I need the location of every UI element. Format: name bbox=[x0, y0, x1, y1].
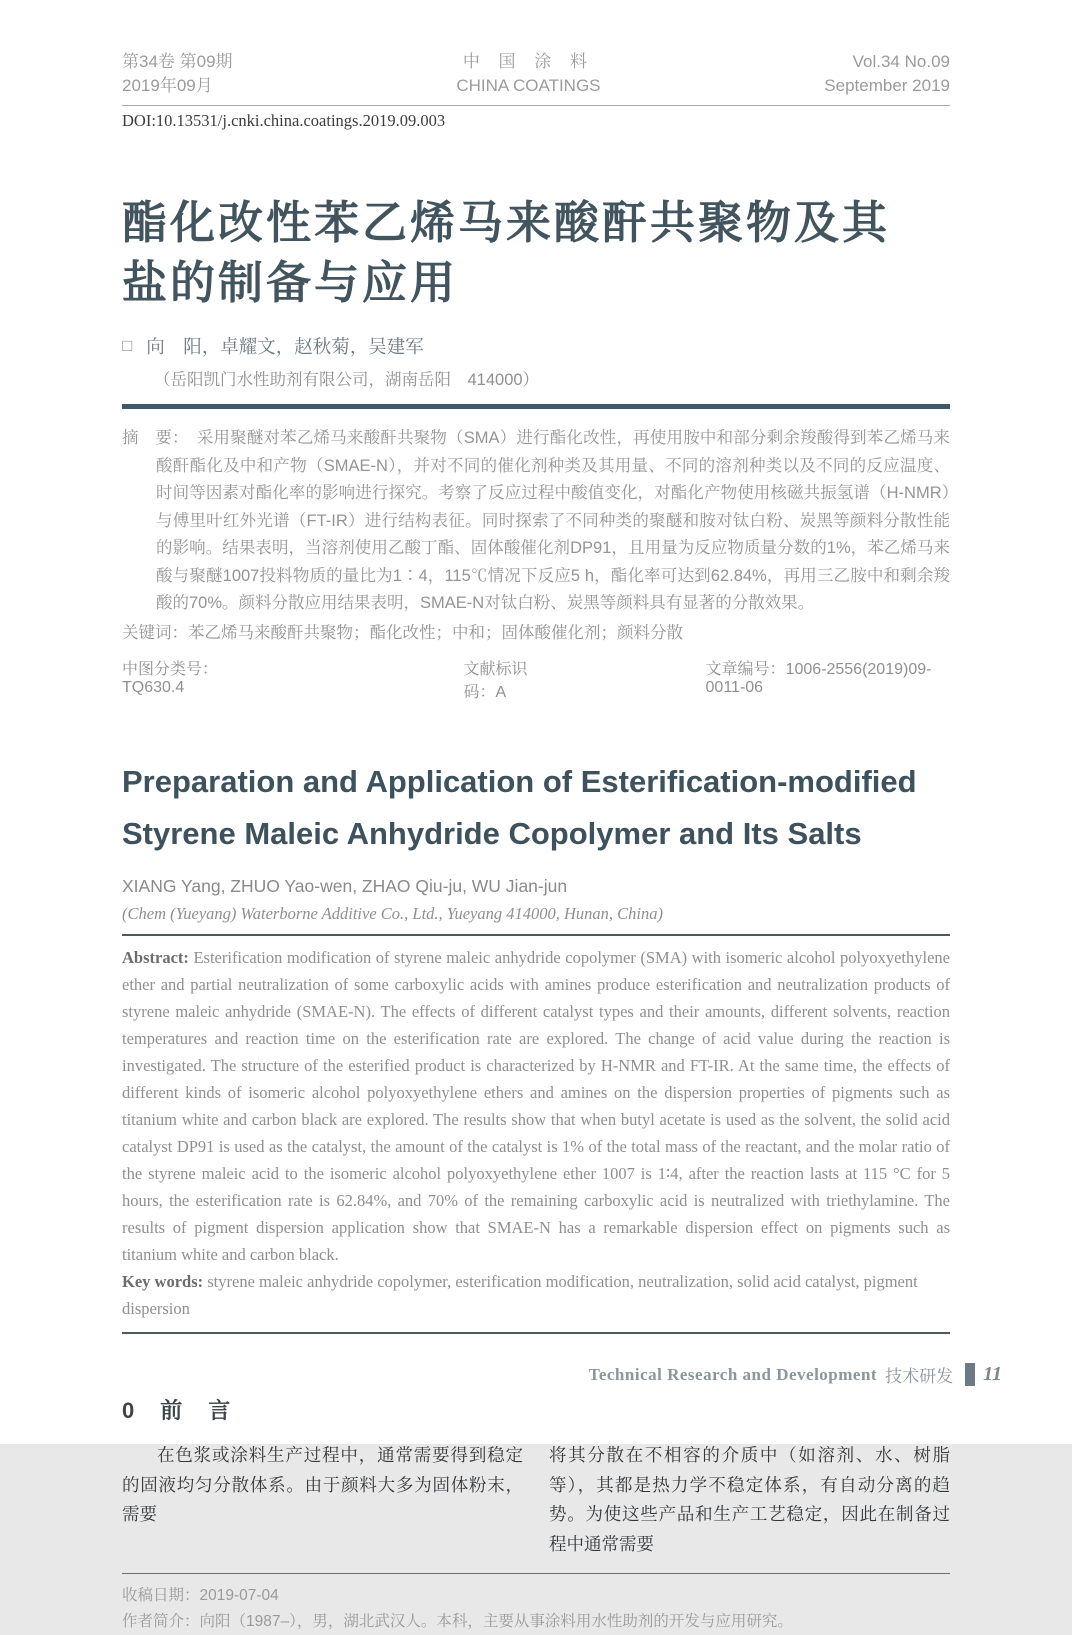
clc-label: 中图分类号： bbox=[122, 661, 219, 678]
title-divider bbox=[122, 404, 950, 409]
authors-en: XIANG Yang, ZHUO Yao-wen, ZHAO Qiu-ju, WU Jian-jun bbox=[122, 876, 568, 896]
section-number: 0 bbox=[122, 1398, 135, 1423]
body-paragraph-left: 在色浆或涂料生产过程中，通常需要得到稳定的固液均匀分散体系。由于颜料大多为固体粉末，需要 bbox=[122, 1445, 523, 1524]
body-column-right bbox=[549, 1441, 950, 1559]
abstract-cn bbox=[122, 425, 950, 618]
received-date-row bbox=[122, 1583, 950, 1609]
abstract-en-label: Abstract: bbox=[122, 948, 189, 967]
date-cn: 2019年09月 bbox=[122, 76, 213, 95]
english-abstract-divider bbox=[122, 934, 950, 936]
doc-code-value: A bbox=[495, 684, 507, 701]
abstract-cn-label: 摘 要： bbox=[122, 429, 189, 447]
page-footer bbox=[589, 1362, 1002, 1387]
body-columns bbox=[122, 1441, 950, 1559]
section-title: 前言 bbox=[160, 1398, 257, 1423]
affiliation-cn: （岳阳凯门水性助剂有限公司，湖南岳阳 414000） bbox=[154, 371, 540, 389]
journal-header bbox=[122, 50, 950, 98]
journal-name-en: CHINA COATINGS bbox=[456, 76, 601, 95]
footer-column-en: Technical Research and Development bbox=[588, 1364, 878, 1384]
clc-item bbox=[122, 656, 259, 702]
article-id-value: 1006-2556(2019)09-0011-06 bbox=[705, 661, 932, 696]
author-square-icon: □ bbox=[122, 336, 133, 355]
article-id-item bbox=[706, 656, 950, 702]
authors-cn-row bbox=[122, 333, 950, 359]
bio-text: 向阳（1987–），男，湖北武汉人。本科，主要从事涂料用水性助剂的开发与应用研究。 bbox=[199, 1613, 793, 1630]
article-title-cn-line1: 酯化改性苯乙烯马来酸酐共聚物及其 bbox=[122, 197, 891, 248]
article-id-label: 文章编号： bbox=[705, 661, 786, 678]
footer-bar-icon bbox=[965, 1363, 975, 1386]
article-title-cn-line2: 盐的制备与应用 bbox=[122, 257, 459, 308]
keywords-en-label: Key words: bbox=[122, 1272, 204, 1291]
keywords-cn-text: 苯乙烯马来酸酐共聚物；酯化改性；中和；固体酸催化剂；颜料分散 bbox=[188, 623, 683, 642]
doi-text: DOI:10.13531/j.cnki.china.coatings.2019.09.003 bbox=[122, 111, 446, 130]
received-date: 2019-07-04 bbox=[199, 1587, 279, 1604]
page-number: 11 bbox=[983, 1363, 1002, 1385]
bio-label: 作者简介： bbox=[122, 1613, 200, 1630]
header-center bbox=[456, 50, 600, 98]
keywords-en-text: styrene maleic anhydride copolymer, esterification modification, neutralization, solid acid catalyst, pigment dispersion bbox=[122, 1272, 918, 1318]
body-divider bbox=[122, 1332, 950, 1334]
footnote-divider bbox=[122, 1573, 950, 1574]
abstract-en-text: Esterification modification of styrene maleic anhydride copolymer (SMA) with isomeric alcohol polyoxyethylene ether and partial neutralization of some carboxylic acids with amines produce esterification and neutralization products of styrene maleic anhydride (SMAE-N). The effects of different catalyst types and their amounts, different solvents, reaction temperatures and reaction time on the esterification rate are explored. The change of acid value during the reaction is investigated. The structure of the esterified product is characterized by H-NMR and FT-IR. At the same time, the effects of different kinds of isomeric alcohol polyoxyethylene ethers and amines on the dispersion properties of pigments such as titanium white and carbon black are explored. The results show that when butyl acetate is used as the solvent, the solid acid catalyst DP91 is used as the catalyst, the amount of the catalyst is 1% of the total mass of the reactant, and the molar ratio of the styrene maleic acid to the isomeric alcohol polyoxyethylene ether 1007 is 1∶4, after the reaction lasts at 115 °C for 5 hours, the esterification rate is 62.84%, and 70% of the remaining carboxylic acid is neutralized with triethylamine. The results of pigment dispersion application show that SMAE-N has a remarkable dispersion effect on pigments such as titanium white and carbon black. bbox=[122, 948, 950, 1264]
article-title-en-line1: Preparation and Application of Esterification-modified bbox=[122, 764, 917, 799]
article-title-cn bbox=[122, 193, 950, 313]
body-paragraph-right: 将其分散在不相容的介质中（如溶剂、水、树脂等），其都是热力学不稳定体系，有自动分离的趋势。为使这些产品和生产工艺稳定，因此在制备过程中通常需要 bbox=[549, 1445, 950, 1554]
journal-name-cn: 中 国 涂 料 bbox=[462, 52, 594, 71]
header-left bbox=[122, 50, 233, 98]
date-en: September 2019 bbox=[824, 76, 950, 95]
footer-column-cn: 技术研发 bbox=[885, 1367, 954, 1386]
received-label: 收稿日期： bbox=[122, 1587, 200, 1604]
keywords-en-row bbox=[122, 1268, 950, 1322]
abstract-en bbox=[122, 944, 950, 1268]
keywords-cn-row bbox=[122, 620, 950, 648]
classification-row bbox=[122, 656, 950, 702]
abstract-cn-text: 采用聚醚对苯乙烯马来酸酐共聚物（SMA）进行酯化改性，再使用胺中和部分剩余羧酸得到苯乙烯马来酸酐酯化及中和产物（SMAE-N），并对不同的催化剂种类及其用量、不同的溶剂种类以及不同的反应温度、时间等因素对酯化率的影响进行探究。考察了反应过程中酸值变化，对酯化产物使用核磁共振氢谱（H-NMR）与傅里叶红外光谱（FT-IR）进行结构表征。同时探索了不同种类的聚醚和胺对钛白粉、炭黑等颜料分散性能的影响。结果表明，当溶剂使用乙酸丁酯、固体酸催化剂DP91，且用量为反应物质量分数的1%，苯乙烯马来酸与聚醚1007投料物质的量比为1∶4，115℃情况下反应5 h，酯化率可达到62.84%，再用三乙胺中和剩余羧酸的70%。颜料分散应用结果表明，SMAE-N对钛白粉、炭黑等颜料具有显著的分散效果。 bbox=[156, 429, 950, 612]
clc-value: TQ630.4 bbox=[122, 679, 185, 696]
header-right bbox=[824, 50, 950, 98]
authors-cn: 向 阳，卓耀文，赵秋菊，吴建军 bbox=[146, 336, 424, 357]
header-divider bbox=[122, 105, 950, 106]
author-bio-row bbox=[122, 1609, 950, 1635]
volume-issue-cn: 第34卷 第09期 bbox=[122, 52, 233, 71]
article-title-en-line2: Styrene Maleic Anhydride Copolymer and Its Salts bbox=[122, 816, 862, 851]
footnotes bbox=[122, 1583, 950, 1635]
keywords-cn-label: 关键词： bbox=[122, 623, 188, 642]
article-title-en bbox=[122, 756, 950, 860]
volume-issue-en: Vol.34 No.09 bbox=[852, 52, 950, 71]
doc-code-item bbox=[464, 656, 556, 702]
section-heading bbox=[122, 1394, 950, 1425]
body-column-left bbox=[122, 1441, 523, 1559]
doc-code-label: 文献标识码： bbox=[463, 661, 528, 701]
affiliation-en: (Chem (Yueyang) Waterborne Additive Co., Ltd., Yueyang 414000, Hunan, China) bbox=[122, 904, 663, 923]
